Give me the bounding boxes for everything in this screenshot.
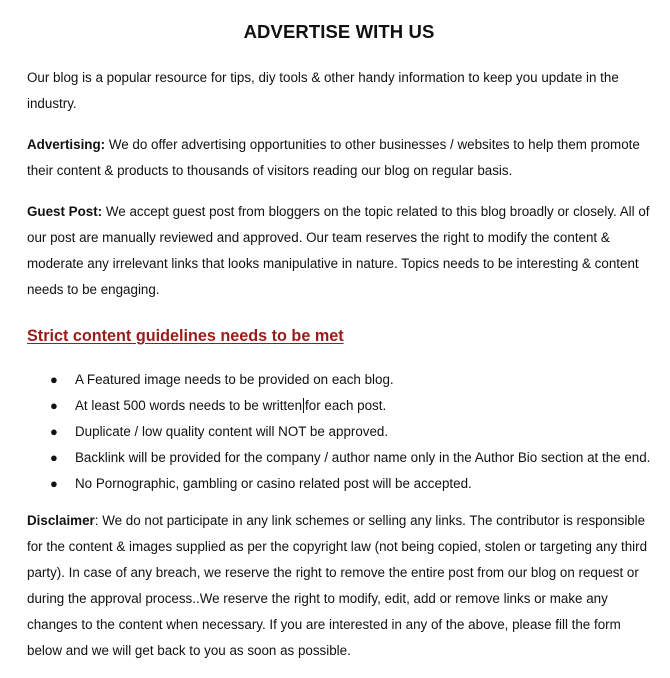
list-item-text: At least 500 words needs to be written [75, 398, 303, 413]
list-item [27, 445, 650, 471]
list-item [27, 471, 650, 497]
advertising-paragraph [27, 132, 650, 184]
guest-post-label: Guest Post: [27, 204, 103, 219]
text-cursor [303, 398, 304, 413]
disclaimer-paragraph [27, 508, 650, 664]
bullet-icon: ● [50, 424, 58, 439]
page-title: ADVERTISE WITH US [243, 21, 435, 42]
list-item-text: A Featured image needs to be provided on each blog. [75, 372, 394, 387]
bullet-icon: ● [50, 476, 58, 491]
guest-post-paragraph [27, 199, 650, 303]
advertising-label: Advertising: [27, 137, 106, 152]
list-item [27, 419, 650, 445]
guidelines-heading: Strict content guidelines needs to be met [27, 327, 344, 345]
bullet-icon: ● [50, 450, 58, 465]
guidelines-list [27, 367, 650, 497]
list-item [27, 367, 650, 393]
disclaimer-label: Disclaimer [27, 513, 95, 528]
list-item [27, 393, 650, 419]
intro-paragraph: Our blog is a popular resource for tips, diy tools & other handy information to keep you update in the industry. [27, 70, 619, 111]
disclaimer-text: : We do not participate in any link schemes or selling any links. The contributor is responsible for the content & images supplied as per the copyright law (not being copied, stolen or targeting any third party). In case of any breach, we reserve the right to remove the entire post from our blog on request or during the approval process..We reserve the right to modify, edit, add or remove links or make any changes to the content when necessary. If you are interested in any of the above, please fill the form below and we will get back to you as soon as possible. [27, 513, 648, 658]
list-item-text: No Pornographic, gambling or casino related post will be accepted. [75, 476, 472, 491]
list-item-text: Duplicate / low quality content will NOT be approved. [75, 424, 389, 439]
list-item-text: Backlink will be provided for the company / author name only in the Author Bio section at the end. [75, 450, 651, 465]
list-item-text-after-cursor: for each post. [305, 398, 387, 413]
guest-post-text: We accept guest post from bloggers on the topic related to this blog broadly or closely. All of our post are manually reviewed and approved. Our team reserves the right to modify the content & moderate any irrelevant links that looks manipulative in nature. Topics needs to be interesting & content needs to be engaging. [27, 204, 650, 297]
advertising-text: We do offer advertising opportunities to other businesses / websites to help them promote their content & products to thousands of visitors reading our blog on regular basis. [27, 137, 640, 178]
bullet-icon: ● [50, 372, 58, 387]
bullet-icon: ● [50, 398, 58, 413]
